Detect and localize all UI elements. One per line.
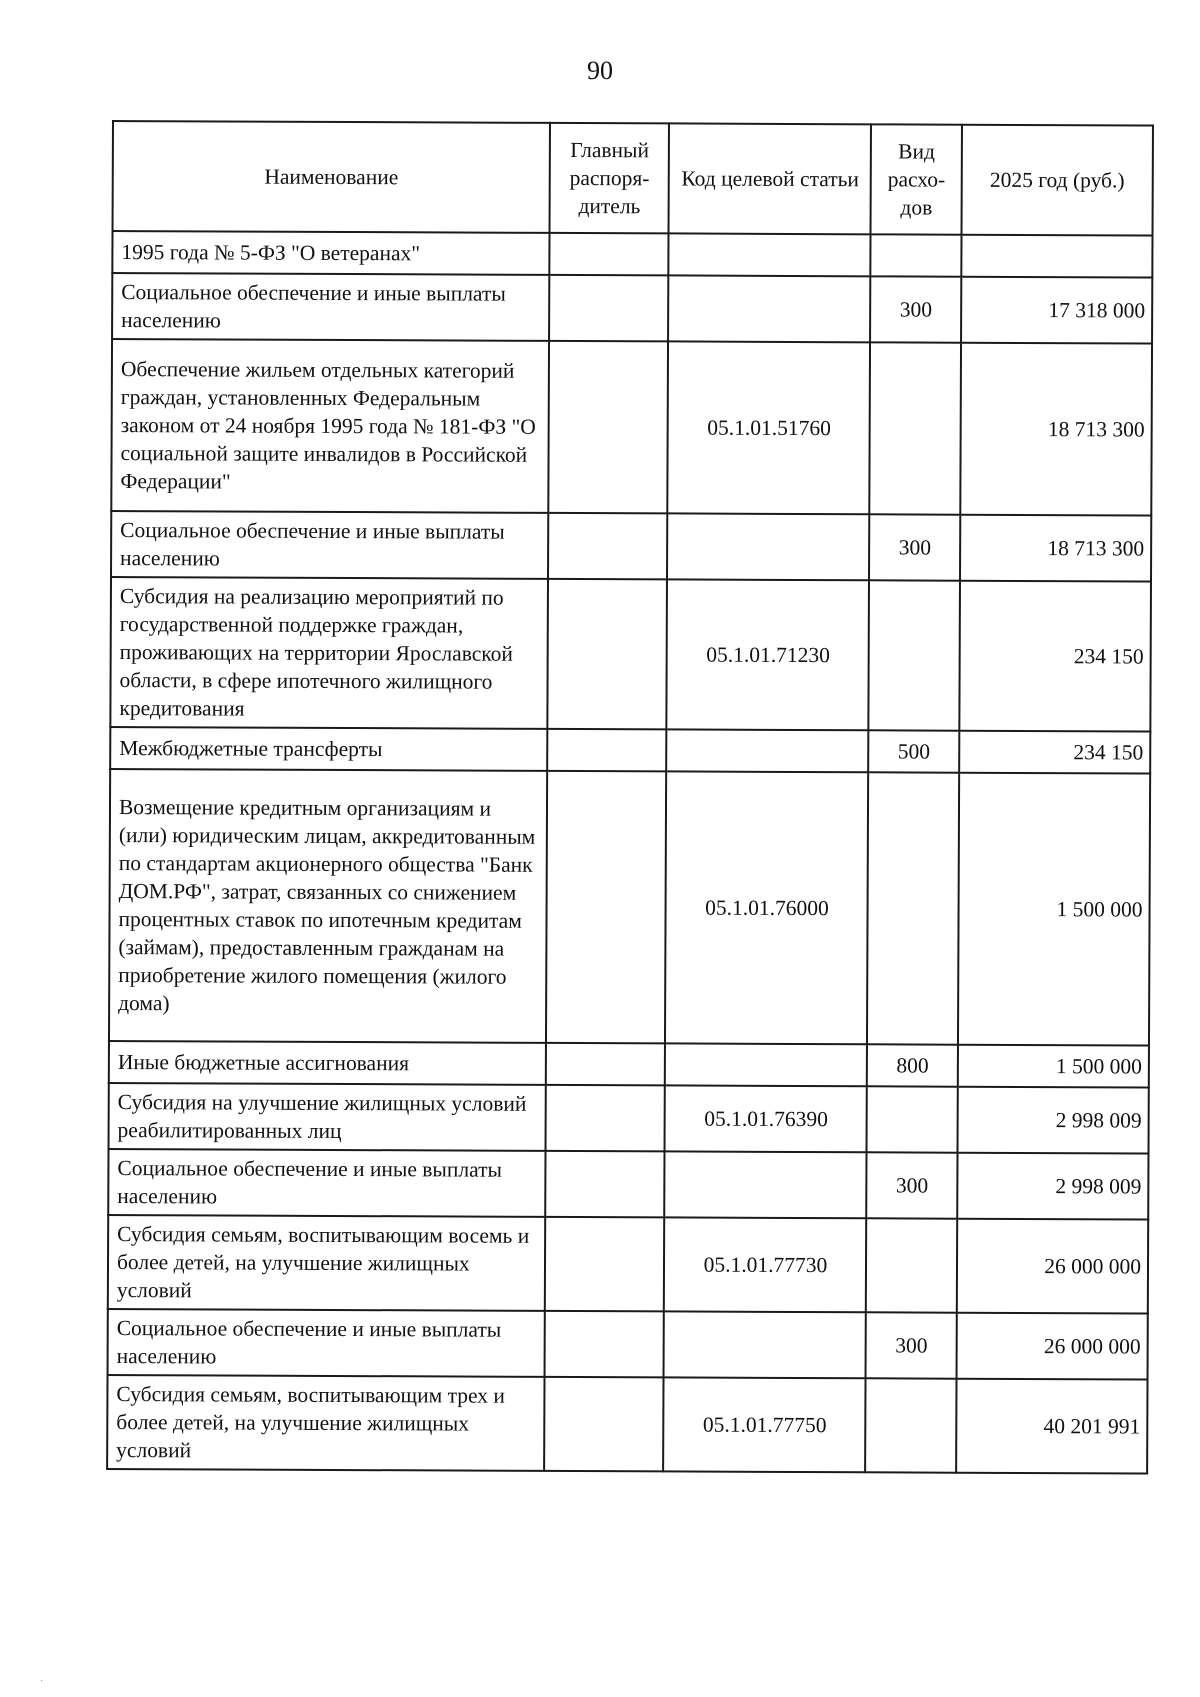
table-row xyxy=(107,1375,1147,1474)
cell-kind xyxy=(866,1378,957,1472)
cell-kind: 300 xyxy=(867,1152,958,1218)
cell-amount: 1 500 000 xyxy=(958,773,1150,1046)
cell-manager xyxy=(547,729,666,772)
cell-amount: 26 000 000 xyxy=(957,1219,1148,1314)
cell-manager xyxy=(550,233,669,276)
cell-amount: 18 713 300 xyxy=(960,515,1151,582)
cell-kind: 500 xyxy=(869,730,960,772)
scan-mark: · xyxy=(40,1676,44,1687)
cell-amount: 2 998 009 xyxy=(957,1087,1148,1154)
cell-amount: 2 998 009 xyxy=(957,1153,1148,1220)
cell-kind: 300 xyxy=(869,514,960,580)
cell-manager xyxy=(546,1043,665,1086)
cell-kind xyxy=(869,580,960,730)
cell-name: Иные бюджетные ассигнования xyxy=(109,1041,546,1085)
budget-table xyxy=(106,120,1154,1475)
header-code: Код целевой статьи xyxy=(669,123,872,234)
cell-name: Социальное обеспечение и иные выплаты населению xyxy=(112,273,549,341)
table-row xyxy=(109,769,1150,1046)
cell-code xyxy=(664,1311,866,1378)
cell-code: 05.1.01.51760 xyxy=(668,341,871,514)
cell-name: Субсидия семьям, воспитывающим восемь и более детей, на улучшение жилищных условий xyxy=(108,1215,546,1311)
cell-code: 05.1.01.71230 xyxy=(667,579,870,730)
cell-name: Социальное обеспечение и иные выплаты населению xyxy=(111,511,548,579)
cell-manager xyxy=(549,275,669,342)
table-row xyxy=(108,1149,1148,1220)
cell-name: Субсидия на реализацию мероприятий по государственной поддержке граждан, проживающих на территории Ярославской области, в сфере ипотечного жилищного кредитования xyxy=(110,577,548,729)
cell-code: 05.1.01.77750 xyxy=(664,1377,866,1472)
header-amount: 2025 год (руб.) xyxy=(961,125,1153,236)
cell-amount: 234 150 xyxy=(959,581,1151,732)
cell-amount xyxy=(961,235,1152,278)
cell-name: Возмещение кредитным организациям и (или) юридическим лицам, аккредитованным по стандартам акционерного общества "Банк ДОМ.РФ", затрат, связанных со снижением процентных ставок по ипотечным кредитам (займам), предоставленным гражданам на приобретение жилого помещения (жилого дома) xyxy=(109,769,547,1043)
cell-kind: 800 xyxy=(867,1044,958,1086)
cell-code xyxy=(665,1151,867,1218)
cell-amount: 26 000 000 xyxy=(956,1313,1147,1380)
cell-code xyxy=(665,1043,867,1086)
cell-manager xyxy=(545,1151,665,1218)
cell-amount: 17 318 000 xyxy=(961,277,1152,344)
cell-code xyxy=(669,233,871,276)
cell-kind xyxy=(866,1218,957,1312)
cell-manager xyxy=(544,1377,664,1472)
cell-name: Субсидия на улучшение жилищных условий реабилитированных лиц xyxy=(109,1083,546,1151)
cell-amount: 18 713 300 xyxy=(960,343,1152,516)
cell-code: 05.1.01.76390 xyxy=(665,1085,867,1152)
cell-code xyxy=(667,513,869,580)
cell-manager xyxy=(548,513,668,580)
table-row xyxy=(111,339,1152,516)
cell-manager xyxy=(548,341,668,514)
table-row xyxy=(109,1083,1149,1154)
page-number: 90 xyxy=(587,56,613,85)
table-row xyxy=(108,1215,1148,1314)
cell-manager xyxy=(546,771,666,1044)
cell-kind: 300 xyxy=(866,1312,957,1378)
cell-manager xyxy=(545,1311,665,1378)
cell-amount: 1 500 000 xyxy=(958,1045,1149,1088)
cell-manager xyxy=(545,1217,665,1312)
header-name: Наименование xyxy=(113,121,551,233)
cell-kind: 300 xyxy=(870,276,961,342)
cell-amount: 234 150 xyxy=(959,731,1150,774)
table-row xyxy=(110,577,1151,732)
cell-name: Социальное обеспечение и иные выплаты населению xyxy=(108,1309,545,1377)
cell-kind xyxy=(871,234,962,276)
cell-name: Субсидия семьям, воспитывающим трех и более детей, на улучшение жилищных условий xyxy=(107,1375,545,1471)
cell-name: Обеспечение жильем отдельных категорий граждан, установленных Федеральным законом от 24 ноября 1995 года № 181-ФЗ "О социальной защите инвалидов в Российской Федерации" xyxy=(111,339,549,513)
cell-code xyxy=(668,275,870,342)
table-row xyxy=(112,273,1152,344)
cell-code: 05.1.01.76000 xyxy=(665,771,868,1044)
cell-name: 1995 года № 5-ФЗ "О ветеранах" xyxy=(112,231,549,275)
table-row xyxy=(111,511,1151,582)
cell-name: Социальное обеспечение и иные выплаты населению xyxy=(108,1149,545,1217)
header-kind: Вид расхо-дов xyxy=(871,124,962,234)
table-body xyxy=(107,231,1152,1474)
cell-kind xyxy=(867,1086,958,1152)
cell-manager xyxy=(548,579,668,730)
header-manager: Главный распоря-дитель xyxy=(550,123,670,234)
cell-amount: 40 201 991 xyxy=(956,1379,1147,1474)
table-row xyxy=(112,231,1152,278)
table-row xyxy=(109,1041,1149,1088)
cell-name: Межбюджетные трансферты xyxy=(110,727,547,771)
table-row xyxy=(110,727,1150,774)
cell-manager xyxy=(546,1085,666,1152)
cell-code xyxy=(667,729,869,772)
table-row xyxy=(108,1309,1148,1380)
table-header-row xyxy=(113,121,1153,236)
cell-code: 05.1.01.77730 xyxy=(664,1217,866,1312)
cell-kind xyxy=(867,772,959,1044)
cell-kind xyxy=(870,342,961,514)
